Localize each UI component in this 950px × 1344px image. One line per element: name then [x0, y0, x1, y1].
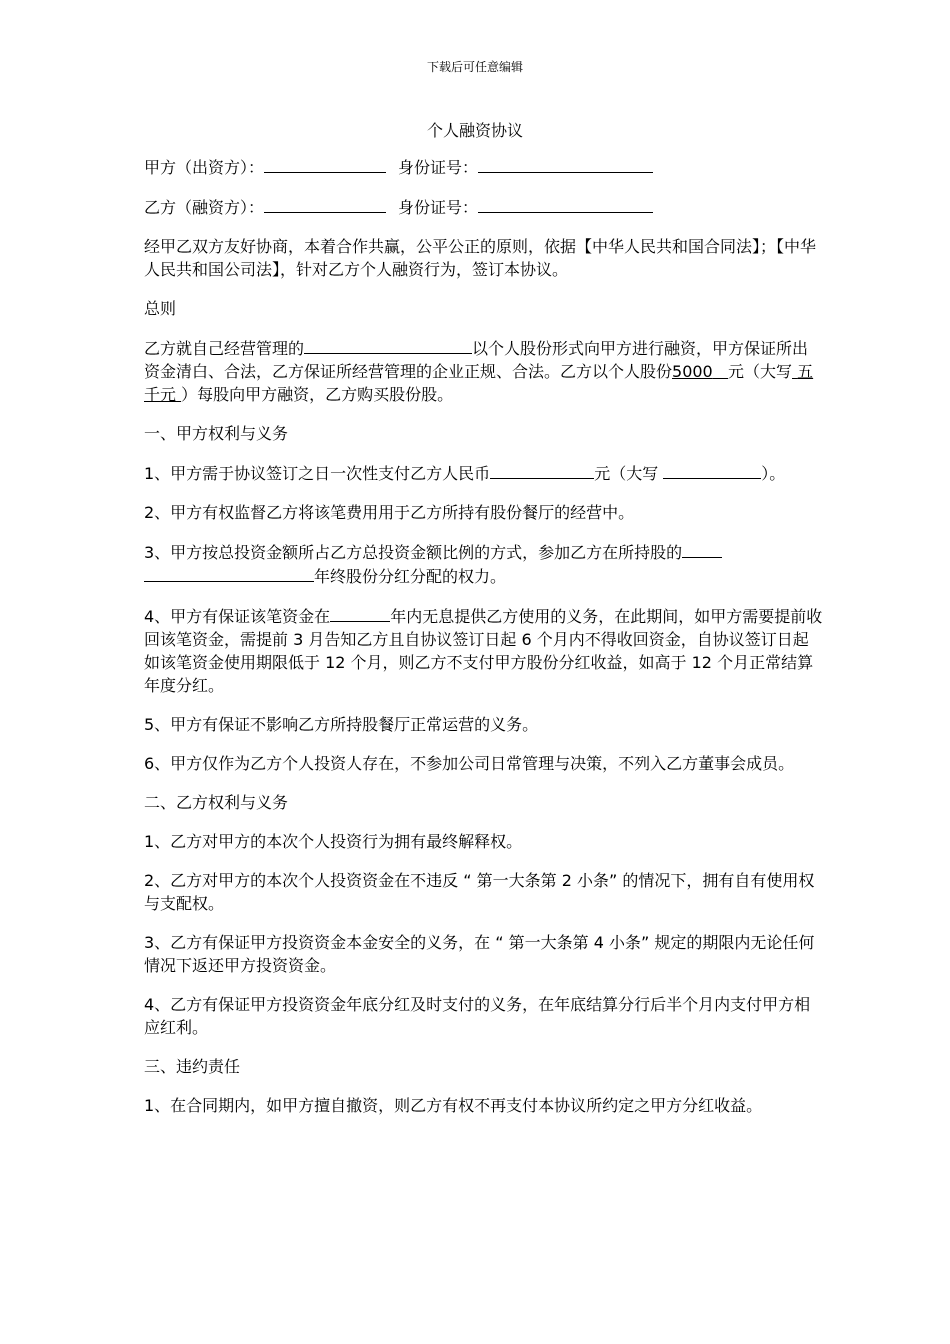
section3-item1: 1、在合同期内，如甲方擅自撤资，则乙方有权不再支付本协议所约定之甲方分红收益。 [144, 1096, 763, 1115]
payment-words-blank [663, 461, 761, 479]
document-body [144, 155, 824, 1133]
section2-item1: 1、乙方对甲方的本次个人投资行为拥有最终解释权。 [144, 832, 523, 851]
section1-item4-text-b: 年内无息提供乙方使用的义务，在此期间，如甲方需要提前收回该笔资金，需提前 3 月告知乙方且自协议签订日起 6 个月内不得收回资金，自协议签订日起如该笔资金使用期限低于 12 个月，则乙方不支付甲方股份分红收益，如高于 12 个月正常结算年度分红。 [144, 607, 823, 695]
general-text-a: 乙方就自己经营管理的 [144, 339, 305, 358]
business-name-blank [304, 336, 472, 354]
header-note: 下载后可任意编辑 [426, 60, 523, 74]
section1-heading: 一、甲方权利与义务 [144, 424, 289, 443]
section2-heading: 二、乙方权利与义务 [144, 793, 289, 812]
term-years-blank [330, 604, 390, 622]
party-a-id-label: 身份证号： [398, 158, 479, 177]
general-text-d: ）每股向甲方融资，乙方购买股份股。 [181, 385, 454, 404]
general-paragraph [144, 336, 824, 406]
section1-item6: 6、甲方仅作为乙方个人投资人存在，不参加公司日常管理与决策，不列入乙方董事会成员。 [144, 754, 795, 773]
document-title: 个人融资协议 [426, 121, 523, 140]
general-text-b: 以个人股份形式向甲方进行融资，甲方保证所出资金清白、合法，乙方保证所经营管理的企业正规、合法。乙方以个人股份 [144, 339, 809, 381]
intro-paragraph: 经甲乙双方友好协商，本着合作共赢，公平公正的原则，依据【中华人民共和国合同法】；【中华人民共和国公司法】，针对乙方个人融资行为，签订本协议。 [144, 237, 817, 279]
restaurant-blank-2 [144, 564, 314, 582]
general-heading: 总则 [144, 299, 177, 318]
section1-item1 [144, 461, 824, 485]
share-amount-words: 五千元 [144, 362, 814, 404]
section2-item2: 2、乙方对甲方的本次个人投资资金在不违反 “ 第一大条第 2 小条” 的情况下，拥有自有使用权与支配权。 [144, 871, 815, 913]
party-a-id-blank [478, 155, 653, 173]
section1-item4 [144, 604, 824, 697]
section1-item5: 5、甲方有保证不影响乙方所持股餐厅正常运营的义务。 [144, 715, 539, 734]
share-amount: 5000 [672, 362, 713, 381]
party-b-id-blank [478, 195, 653, 213]
section1-item3-text-b: 年终股份分红分配的权力。 [314, 567, 507, 586]
payment-amount-blank [490, 461, 594, 479]
general-text-c: 元（大写 [728, 362, 793, 381]
section1-item3-text-a: 3、甲方按总投资金额所占乙方总投资金额比例的方式，参加乙方在所持股的 [144, 543, 683, 562]
section1-item3 [144, 540, 824, 588]
section1-item1-text-c: ）。 [761, 464, 786, 483]
party-a-row [144, 155, 824, 179]
party-a-name-blank [264, 155, 386, 173]
party-b-id-label: 身份证号： [398, 198, 479, 217]
party-b-label: 乙方（融资方）： [144, 198, 265, 217]
section2-item4: 4、乙方有保证甲方投资资金年底分红及时支付的义务，在年底结算分行后半个月内支付甲方相应红利。 [144, 995, 811, 1037]
section1-item2: 2、甲方有权监督乙方将该笔费用用于乙方所持有股份餐厅的经营中。 [144, 503, 635, 522]
section1-item1-text-a: 1、甲方需于协议签订之日一次性支付乙方人民币 [144, 464, 491, 483]
section1-item1-text-b: 元（大写 [594, 464, 659, 483]
restaurant-blank-1 [682, 540, 722, 558]
party-a-label: 甲方（出资方）： [144, 158, 265, 177]
party-b-name-blank [264, 195, 386, 213]
section1-item4-text-a: 4、甲方有保证该笔资金在 [144, 607, 331, 626]
section2-item3: 3、乙方有保证甲方投资资金本金安全的义务，在 “ 第一大条第 4 小条” 规定的期限内无论任何情况下返还甲方投资资金。 [144, 933, 815, 975]
party-b-row [144, 195, 824, 219]
section3-heading: 三、违约责任 [144, 1057, 241, 1076]
